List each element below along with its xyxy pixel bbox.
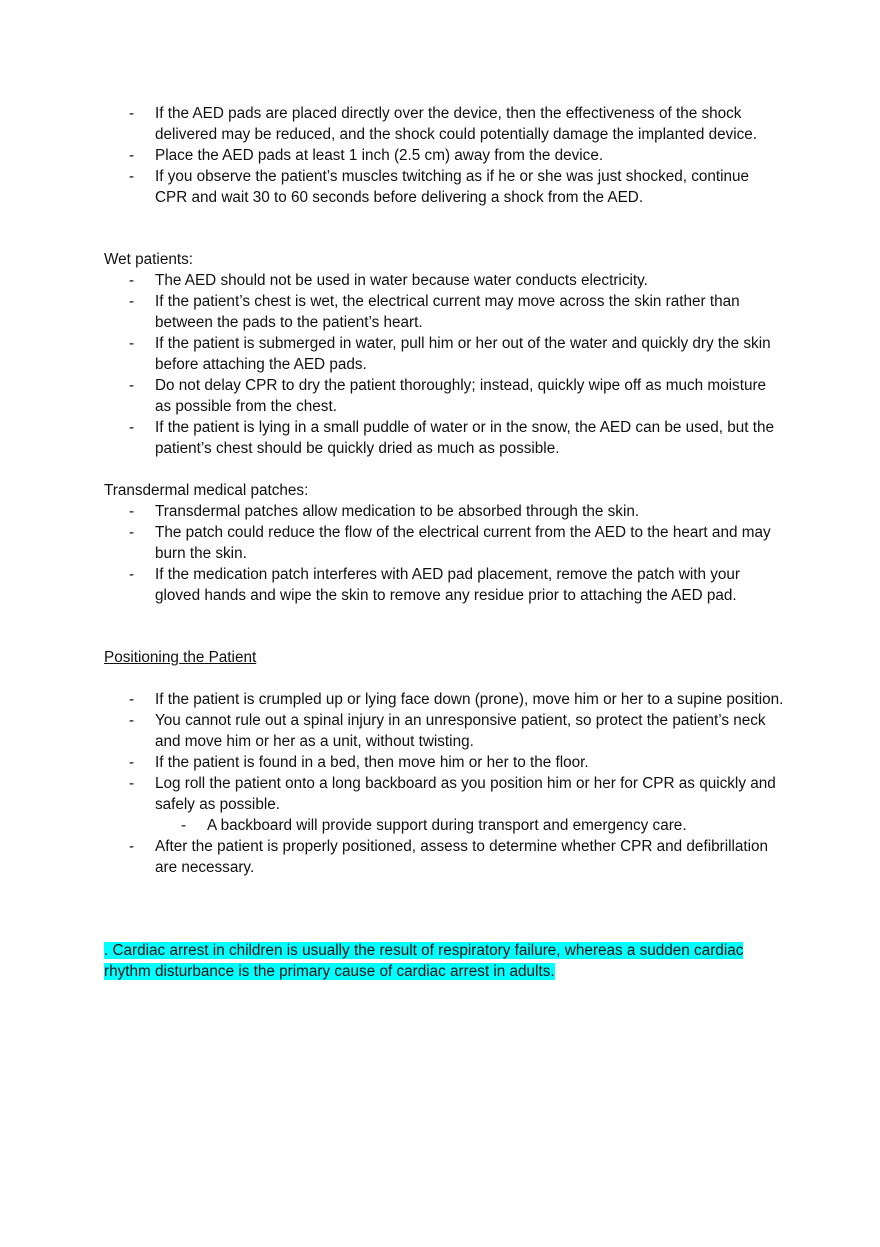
positioning-section [104, 689, 784, 878]
list-item-text: After the patient is properly positioned, assess to determine whether CPR and defibrillation are necessary. [155, 838, 769, 876]
list-item-text: If the patient is found in a bed, then move him or her to the floor. [155, 754, 589, 771]
highlight-note-block [104, 940, 784, 982]
list-item-text: If the patient is submerged in water, pull him or her out of the water and quickly dry the skin before attaching the AED pads. [155, 335, 771, 373]
bullet-dash: - [129, 419, 135, 436]
bullet-dash: - [129, 754, 135, 771]
list-item [104, 752, 784, 773]
bullet-dash: - [129, 335, 135, 352]
list-item [104, 689, 784, 710]
bullet-dash: - [129, 503, 135, 520]
sub-list-item [104, 815, 784, 836]
implanted-device-section [104, 103, 784, 208]
bullet-dash: - [129, 272, 135, 289]
list-item [104, 564, 784, 606]
bullet-dash: - [129, 293, 135, 310]
implanted-device-list [104, 103, 784, 208]
list-item-text: Transdermal patches allow medication to be absorbed through the skin. [155, 503, 640, 520]
transdermal-section [104, 480, 784, 606]
bullet-dash: - [129, 691, 135, 708]
bullet-dash: - [129, 377, 135, 394]
list-item-text: You cannot rule out a spinal injury in an unresponsive patient, so protect the patient’s neck and move him or her as a unit, without twisting. [155, 712, 766, 750]
list-item [104, 522, 784, 564]
transdermal-heading: Transdermal medical patches: [104, 482, 309, 499]
list-item [104, 375, 784, 417]
list-item [104, 710, 784, 752]
wet-patients-section [104, 249, 784, 459]
list-item-text: If you observe the patient’s muscles twitching as if he or she was just shocked, continue CPR and wait 30 to 60 seconds before delivering a shock from the AED. [155, 168, 750, 206]
bullet-dash: - [181, 817, 187, 834]
list-item-text: If the patient is crumpled up or lying face down (prone), move him or her to a supine position. [155, 691, 784, 708]
list-item [104, 836, 784, 878]
bullet-dash: - [129, 147, 135, 164]
bullet-dash: - [129, 566, 135, 583]
list-item-text: If the medication patch interferes with AED pad placement, remove the patch with your gloved hands and wipe the skin to remove any residue prior to attaching the AED pad. [155, 566, 740, 604]
list-item [104, 270, 784, 291]
list-item [104, 501, 784, 522]
positioning-list [104, 689, 784, 878]
list-item [104, 417, 784, 459]
list-item [104, 166, 784, 208]
wet-patients-heading: Wet patients: [104, 251, 193, 268]
highlight-note [104, 940, 774, 982]
list-item-text: The patch could reduce the flow of the electrical current from the AED to the heart and may burn the skin. [155, 524, 771, 562]
sub-list-item-text: A backboard will provide support during transport and emergency care. [207, 817, 687, 834]
bullet-dash: - [129, 775, 135, 792]
bullet-dash: - [129, 168, 135, 185]
bullet-dash: - [129, 524, 135, 541]
list-item-text: Do not delay CPR to dry the patient thoroughly; instead, quickly wipe off as much moisture as possible from the chest. [155, 377, 767, 415]
list-item [104, 291, 784, 333]
transdermal-list [104, 501, 784, 606]
bullet-dash: - [129, 712, 135, 729]
positioning-heading-block [104, 647, 784, 668]
list-item-text: If the patient’s chest is wet, the electrical current may move across the skin rather than between the pads to the patient’s heart. [155, 293, 740, 331]
list-item [104, 333, 784, 375]
list-item-text: If the patient is lying in a small puddle of water or in the snow, the AED can be used, but the patient’s chest should be quickly dried as much as possible. [155, 419, 775, 457]
list-item [104, 773, 784, 815]
list-item [104, 145, 784, 166]
bullet-dash: - [129, 838, 135, 855]
wet-patients-list [104, 270, 784, 459]
highlighted-text: . Cardiac arrest in children is usually the result of respiratory failure, whereas a sudden cardiac rhythm disturbance is the primary cause of cardiac arrest in adults. [104, 942, 744, 980]
positioning-heading: Positioning the Patient [104, 649, 257, 666]
list-item-text: Log roll the patient onto a long backboard as you position him or her for CPR as quickly and safely as possible. [155, 775, 776, 813]
list-item-text: The AED should not be used in water because water conducts electricity. [155, 272, 648, 289]
list-item-text: Place the AED pads at least 1 inch (2.5 cm) away from the device. [155, 147, 604, 164]
bullet-dash: - [129, 105, 135, 122]
list-item-text: If the AED pads are placed directly over the device, then the effectiveness of the shock delivered may be reduced, and the shock could potentially damage the implanted device. [155, 105, 758, 143]
list-item [104, 103, 784, 145]
